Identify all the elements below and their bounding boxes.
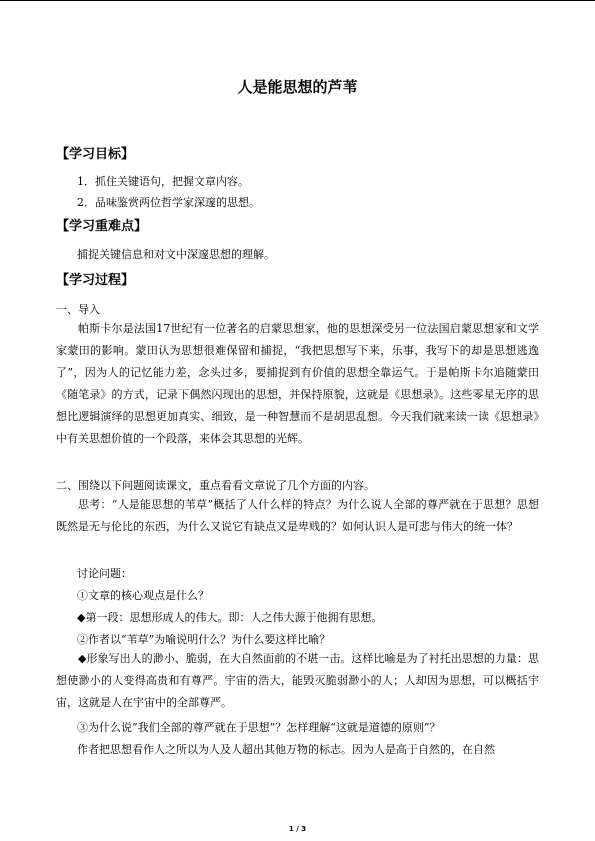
part2-title: 二、围绕以下问题阅读课文，重点看看文章说了几个方面的内容。: [56, 479, 375, 492]
process-heading: 【学习过程】: [56, 273, 135, 288]
answer-1: ◆第一段：思想形成人的伟大。即：人之伟大源于他拥有思想。: [77, 611, 383, 624]
page-number: 1 / 3: [288, 825, 307, 833]
question-2: ②作者以“苇草”为喻说明什么？为什么要这样比喻？: [77, 633, 331, 646]
discussion-label: 讨论问题：: [77, 567, 132, 580]
part1-title: 一、导入: [56, 303, 100, 316]
document-title: 人是能思想的芦苇: [237, 78, 358, 96]
goal-item-1: 1．抓住关键语句，把握文章内容。: [77, 175, 249, 188]
think-paragraph: 思考：“人是能思想的苇草”概括了人什么样的特点？为什么说人全部的尊严就在于思想？思想既然是无与伦比的东西，为什么又说它有缺点又是卑贱的？如何认识人是可悲与伟大的统一体？: [56, 498, 539, 533]
question-1: ①文章的核心观点是什么？: [77, 589, 209, 602]
answer-3: 作者把思想看作人之所以为人及人超出其他万物的标志。因为人是高于自然的，在自然: [77, 743, 495, 756]
answer-2: ◆形象写出人的渺小、脆弱，在大自然面前的不堪一击。这样比喻是为了衬托出思想的力量：思想使渺小的人变得高贵和有尊严。宇宙的浩大，能毁灭脆弱渺小的人；人却因为思想，可以概括宇宙，这就是人在宇宙中的全部尊严。: [56, 652, 539, 709]
header-rule: [0, 0, 595, 1]
intro-paragraph: 帕斯卡尔是法国17世纪有一位著名的启蒙思想家，他的思想深受另一位法国启蒙思想家和文学家蒙田的影响。蒙田认为思想很难保留和捕捉，“我把思想写下来，乐事，我写下的却是思想逃逸了”，因为人的记忆能力差，念头过多，要捕捉到有价值的思想全靠运气。于是帕斯卡尔追随蒙田《随笔录》的方式，记录下偶然闪现出的思想，并保持原貌，这就是《思想录》。这些零星无序的思想比逻辑演绎的思想更加真实、细致，是一种智慧而不是胡思乱想。今天我们就来读一读《思想录》中有关思想价值的一个段落，来体会其思想的光辉。: [56, 322, 539, 445]
goals-heading: 【学习目标】: [56, 147, 135, 162]
question-3: ③为什么说“我们全部的尊严就在于思想”？怎样理解“这就是道德的原则”？: [77, 721, 441, 734]
key-points-heading: 【学习重难点】: [56, 219, 148, 234]
key-points-text: 捕捉关键信息和对文中深邃思想的理解。: [77, 248, 275, 261]
goal-item-2: 2．品味鉴赏两位哲学家深邃的思想。: [77, 196, 260, 209]
